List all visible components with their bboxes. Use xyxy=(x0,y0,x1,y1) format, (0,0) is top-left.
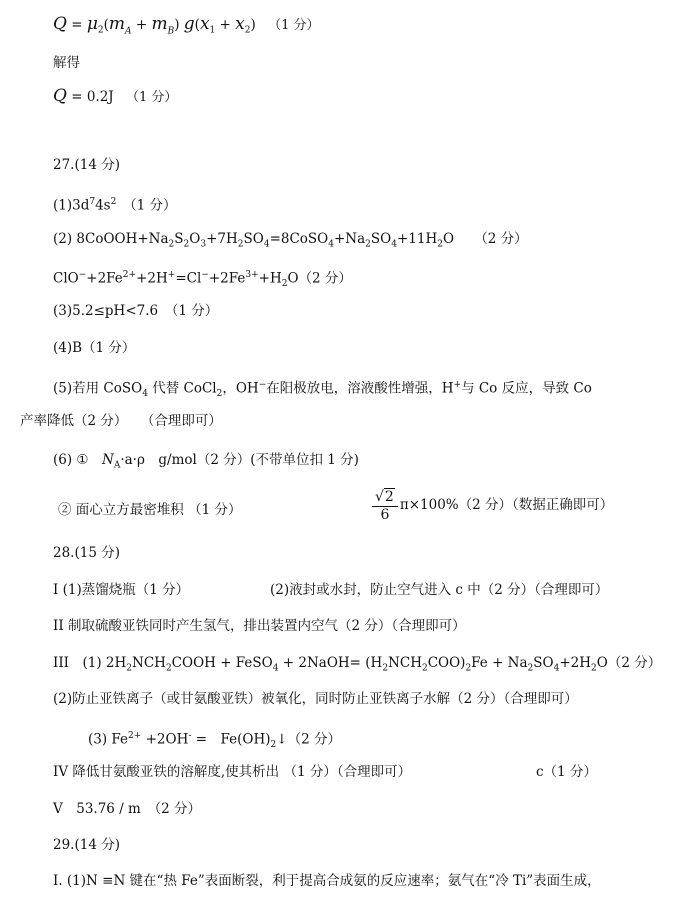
q27-answer-5b: 产率降低（2 分） （合理即可） xyxy=(20,413,222,429)
q28-answer-iii-1: III (1) $2H_2NCH_2COOH$ + FeSO$_4$ + 2NaOH= $(H_2NCH_2COO)_2Fe + Na_2SO_4+2H_2O(2$ 分） xyxy=(53,655,662,674)
q28-answer-iii-3: (3) $Fe^{2+} +2OH^-$ = $Fe(OH)_2↓(2$ 分） xyxy=(88,731,341,751)
q27-answer-2a: (2) $8CoOOH+Na_2S_2O_3+7H_2SO_4=8CoSO_4+Na_2SO_4+11H_2O$ （2 分） xyxy=(53,231,528,250)
q28-answer-i-1: I (1)蒸馏烧瓶（1 分） xyxy=(53,582,190,598)
q28-answer-i-2: (2)液封或水封，防止空气进入 c 中（2 分）（合理即可） xyxy=(270,582,609,598)
q29-answer-i-1: I. (1)N ≡N 键在“热 Fe”表面断裂，利于提高合成氨的反应速率；氨气在“冷 Ti”表面生成， xyxy=(53,873,601,889)
q28-answer-ii: II 制取硫酸亚铁同时产生氢气，排出装置内空气（2 分）（合理即可） xyxy=(53,618,466,634)
q27-answer-2b: $ClO^-+2Fe^{2+}+2H^+=Cl^-+2Fe^{3+}+H_2O(2$ 分） xyxy=(53,270,352,290)
q27-answer-3: (3)5.2≤pH<7.6 （1 分） xyxy=(53,303,219,319)
solve-label: 解得 xyxy=(53,55,80,71)
equation-result: Q = 0.2J （1 分） xyxy=(53,86,178,106)
q27-answer-6a: (6) ① $N_A\cdot a\cdot\rho$ g/mol（2 分）(不带单位扣 1 分) xyxy=(53,452,359,471)
q27-answer-6c: $\frac{√2}{6}$ π×100%（2 分）（数据正确即可） xyxy=(370,488,613,523)
q27-answer-4: (4)B（1 分） xyxy=(53,340,136,356)
q28-answer-v: V 53.76 / m （2 分） xyxy=(53,801,201,817)
q28-heading: 28.(15 分) xyxy=(53,545,120,561)
q27-heading: 27.(14 分) xyxy=(53,157,120,173)
q28-answer-iv: IV 降低甘氨酸亚铁的溶解度,使其析出 （1 分）（合理即可） xyxy=(53,764,412,780)
q29-heading: 29.(14 分) xyxy=(53,837,120,853)
q27-answer-5a: (5)若用 CoSO$_4$ 代替 CoCl$_2$，OH−在阳极放电，溶液酸性增强，H+与 Co 反应，导致 Co xyxy=(53,380,592,400)
q28-answer-iv-c: c（1 分） xyxy=(536,764,597,780)
q27-answer-6b: ② 面心立方最密堆积 （1 分） xyxy=(58,502,242,518)
equation-heat: $Q = \mu_2(m_A + m_B) g(x_1 + x_2)$ （1 分） xyxy=(53,14,320,37)
q27-answer-1: $(1)3d^74s^2$ （1 分） xyxy=(53,197,177,214)
q28-answer-iii-2: (2)防止亚铁离子（或甘氨酸亚铁）被氧化，同时防止亚铁离子水解（2 分）（合理即可） xyxy=(53,691,578,707)
